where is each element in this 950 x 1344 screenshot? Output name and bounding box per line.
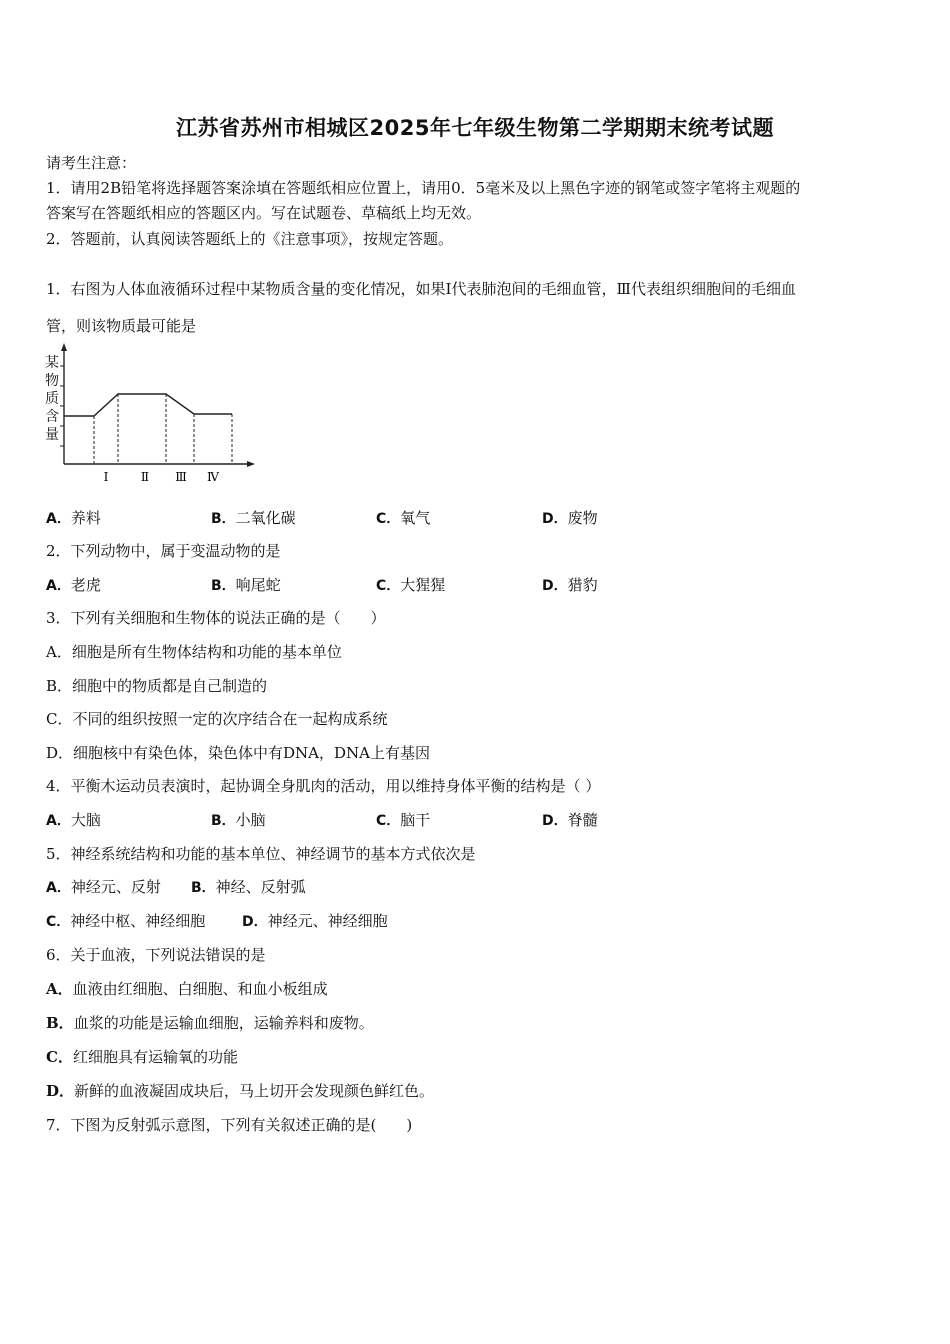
- q3-option-c[interactable]: C．不同的组织按照一定的次序结合在一起构成系统: [46, 710, 388, 728]
- q4-stem: 4．平衡木运动员表演时，起协调全身肌肉的活动，用以维持身体平衡的结构是（ ）: [46, 777, 601, 795]
- q2-option-d[interactable]: D．猎豹: [542, 576, 598, 594]
- q3-option-a[interactable]: A．细胞是所有生物体结构和功能的基本单位: [46, 643, 342, 661]
- q6-stem: 6．关于血液，下列说法错误的是: [46, 946, 266, 964]
- notice-item-1-line-2: 答案写在答题纸相应的答题区内。写在试题卷、草稿纸上均无效。: [46, 204, 482, 222]
- q6-option-d[interactable]: D．新鲜的血液凝固成块后，马上切开会发现颜色鲜红色。: [46, 1082, 435, 1100]
- notice-heading: 请考生注意：: [46, 154, 137, 172]
- q1-graph-y-label: 某物质含量: [45, 355, 59, 443]
- q1-graph-label-1: Ⅰ: [103, 470, 109, 484]
- q1-graph-label-2: Ⅱ: [140, 470, 150, 484]
- q7-stem: 7．下图为反射弧示意图，下列有关叙述正确的是( ): [46, 1116, 413, 1134]
- q1-graph-label-3: Ⅲ: [175, 470, 187, 484]
- notice-item-1-line-1: 1．请用2B铅笔将选择题答案涂填在答题纸相应位置上，请用0．5毫米及以上黑色字迹的钢笔或签字笔将主观题的: [46, 179, 801, 197]
- q1-stem-line-1: 1．右图为人体血液循环过程中某物质含量的变化情况，如果Ⅰ代表肺泡间的毛细血管，Ⅲ代表组织细胞间的毛细血: [46, 280, 796, 298]
- exam-title: 江苏省苏州市相城区2025年七年级生物第二学期期末统考试题: [176, 116, 774, 140]
- q1-option-d[interactable]: D．废物: [542, 509, 598, 527]
- q5-option-b[interactable]: B．神经、反射弧: [191, 878, 306, 896]
- q1-option-a[interactable]: A．养料: [46, 509, 101, 527]
- q4-option-d[interactable]: D．脊髓: [542, 811, 598, 829]
- q1-substance-graph: [38, 340, 258, 490]
- q1-stem-line-2: 管，则该物质最可能是: [46, 317, 197, 335]
- q1-option-b[interactable]: B．二氧化碳: [211, 509, 296, 527]
- q2-option-a[interactable]: A．老虎: [46, 576, 101, 594]
- q2-stem: 2．下列动物中，属于变温动物的是: [46, 542, 281, 560]
- q2-option-c[interactable]: C．大猩猩: [376, 576, 446, 594]
- q3-stem: 3．下列有关细胞和生物体的说法正确的是（ ）: [46, 609, 386, 627]
- q4-option-c[interactable]: C．脑干: [376, 811, 431, 829]
- q1-graph-label-4: Ⅳ: [207, 470, 219, 484]
- q5-option-a[interactable]: A．神经元、反射: [46, 878, 161, 896]
- q5-stem: 5．神经系统结构和功能的基本单位、神经调节的基本方式依次是: [46, 845, 476, 863]
- q2-option-b[interactable]: B．响尾蛇: [211, 576, 281, 594]
- q3-option-d[interactable]: D．细胞核中有染色体，染色体中有DNA，DNA上有基因: [46, 744, 430, 762]
- q5-option-d[interactable]: D．神经元、神经细胞: [242, 912, 388, 930]
- q4-option-b[interactable]: B．小脑: [211, 811, 266, 829]
- q6-option-b[interactable]: B．血浆的功能是运输血细胞，运输养料和废物。: [46, 1014, 374, 1032]
- q5-option-c[interactable]: C．神经中枢、神经细胞: [46, 912, 206, 930]
- q3-option-b[interactable]: B．细胞中的物质都是自己制造的: [46, 677, 268, 695]
- q6-option-c[interactable]: C．红细胞具有运输氧的功能: [46, 1048, 238, 1066]
- notice-item-2: 2．答题前，认真阅读答题纸上的《注意事项》，按规定答题。: [46, 230, 454, 248]
- q1-option-c[interactable]: C．氧气: [376, 509, 431, 527]
- q4-option-a[interactable]: A．大脑: [46, 811, 101, 829]
- q6-option-a[interactable]: A．血液由红细胞、白细胞、和血小板组成: [46, 980, 328, 998]
